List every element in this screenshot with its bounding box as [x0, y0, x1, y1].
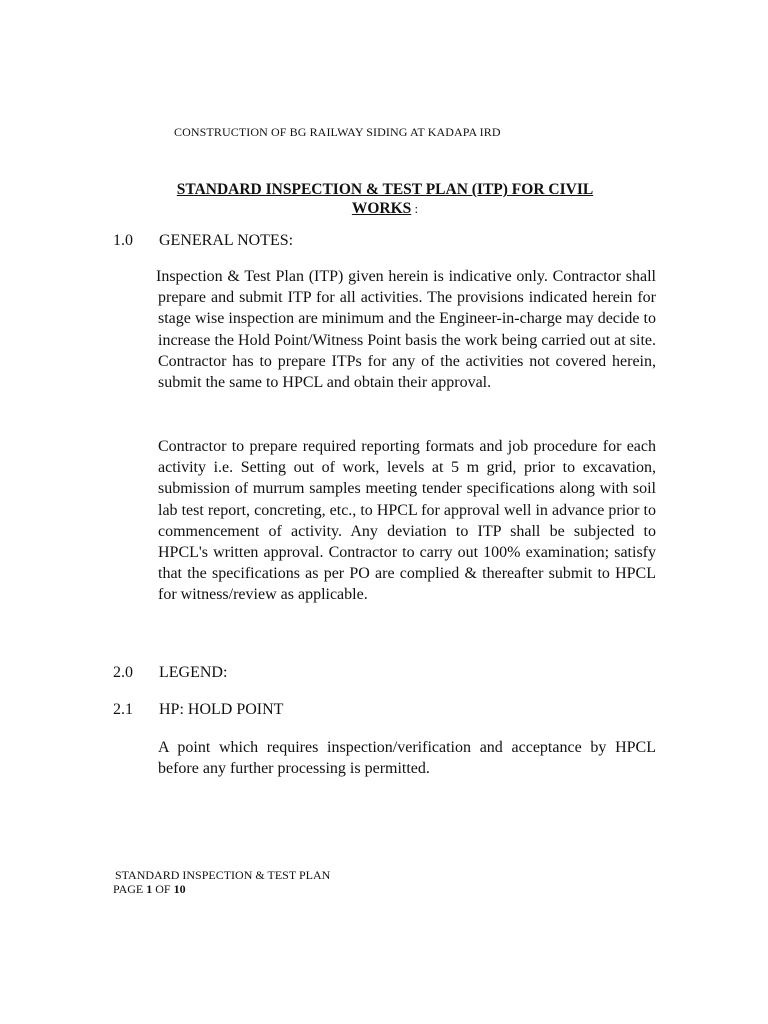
section-number: 2.1 [113, 701, 133, 718]
project-header: CONSTRUCTION OF BG RAILWAY SIDING AT KADAPA IRD [174, 125, 501, 139]
document-title [140, 180, 630, 218]
section-heading-general-notes [113, 232, 293, 250]
footer-title: STANDARD INSPECTION & TEST PLAN [115, 868, 331, 882]
page-number [113, 882, 330, 896]
title-line-2: WORKS [351, 200, 412, 217]
section-title: GENERAL NOTES: [159, 232, 294, 249]
hold-point-paragraph: A point which requires inspection/verification and acceptance by HPCL before any further processing is permitted. [158, 739, 656, 778]
page-footer [113, 868, 330, 896]
title-suffix: : [411, 201, 419, 216]
page-current: 1 [146, 882, 153, 896]
page-total: 10 [173, 882, 186, 896]
section-title: HP: HOLD POINT [159, 701, 284, 718]
page-prefix: PAGE [113, 882, 147, 896]
page-of: OF [152, 882, 174, 896]
section-heading-hold-point [113, 701, 283, 719]
section-number: 1.0 [113, 232, 133, 249]
title-line-1: STANDARD INSPECTION & TEST PLAN (ITP) FOR CIVIL [176, 181, 594, 198]
section-heading-legend [113, 664, 227, 682]
section-number: 2.0 [113, 664, 133, 681]
section-title: LEGEND: [159, 664, 228, 681]
general-notes-paragraph-1: Inspection & Test Plan (ITP) given herein is indicative only. Contractor shall prepare and submit ITP for all activities. The provisions indicated herein for stage wise inspection are minimum and the Engineer-in-charge may decide to increase the Hold Point/Witness Point basis the work being carried out at site. Contractor has to prepare ITPs for any of the activities not covered herein, submit the same to HPCL and obtain their approval. [156, 268, 656, 392]
general-notes-paragraph-2: Contractor to prepare required reporting formats and job procedure for each activity i.e. Setting out of work, levels at 5 m grid, prior to excavation, submission of murrum samples meeting tender specifications along with soil lab test report, concreting, etc., to HPCL for approval well in advance prior to commencement of activity. Any deviation to ITP shall be subjected to HPCL's written approval. Contractor to carry out 100% examination; satisfy that the specifications as per PO are complied & thereafter submit to HPCL for witness/review as applicable. [158, 438, 656, 604]
